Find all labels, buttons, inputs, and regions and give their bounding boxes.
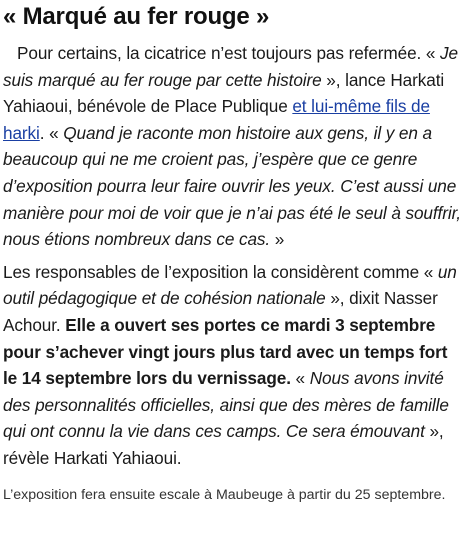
exhibition-dates-bold: Elle a ouvert ses portes ce mardi 3 septembre pour s’achever vingt jours plus tard avec un temps fort le 14 septembre lors du vernissage. (3, 314, 448, 389)
paragraph-1-text-a: Pour certains, la cicatrice n’est toujours pas refermée. « (17, 43, 441, 63)
quote-telling-story: Quand je raconte mon histoire aux gens, il y en a beaucoup qui ne me croient pas, j’espère que ce genre d’exposition pourra leur faire ouvrir les yeux. C’est aussi une manière pour moi de voir que je n’ai pas été le seul à souffrir, nous étions nombreux dans ce cas. (3, 122, 461, 250)
maubeuge-note: L’exposition fera ensuite escale à Maubeuge à partir du 25 septembre. (3, 486, 446, 503)
paragraph-1 (3, 40, 466, 253)
quote-marked-by-fire: Je suis marqué au fer rouge par cette histoire (3, 43, 458, 90)
quote-pedagogical-tool: un outil pédagogique et de cohésion nationale (3, 261, 457, 309)
paragraph-2-text-a: Les responsables de l’exposition la considèrent comme « (3, 261, 438, 282)
paragraph-2-text-d: », révèle Harkati Yahiaoui. (3, 421, 444, 468)
paragraph-1-text-c: . « (39, 122, 64, 143)
section-heading: « Marqué au fer rouge » (3, 3, 270, 30)
quote-official-guests: Nous avons invité des personnalités officielles, ainsi que des mères de famille qui ont connu la vie dans ces camps. Ce sera émouvant (3, 368, 449, 442)
son-of-harki-link[interactable]: et lui-même fils de harki (3, 96, 430, 143)
paragraph-2-text-b: », dixit Nasser Achour. (3, 288, 438, 335)
paragraph-1-text-b: », lance Harkati Yahiaoui, bénévole de Place Publique (3, 69, 445, 117)
paragraph-1-text-d: » (270, 229, 285, 250)
paragraph-2-text-c: « (290, 368, 310, 389)
paragraph-2 (3, 259, 466, 472)
